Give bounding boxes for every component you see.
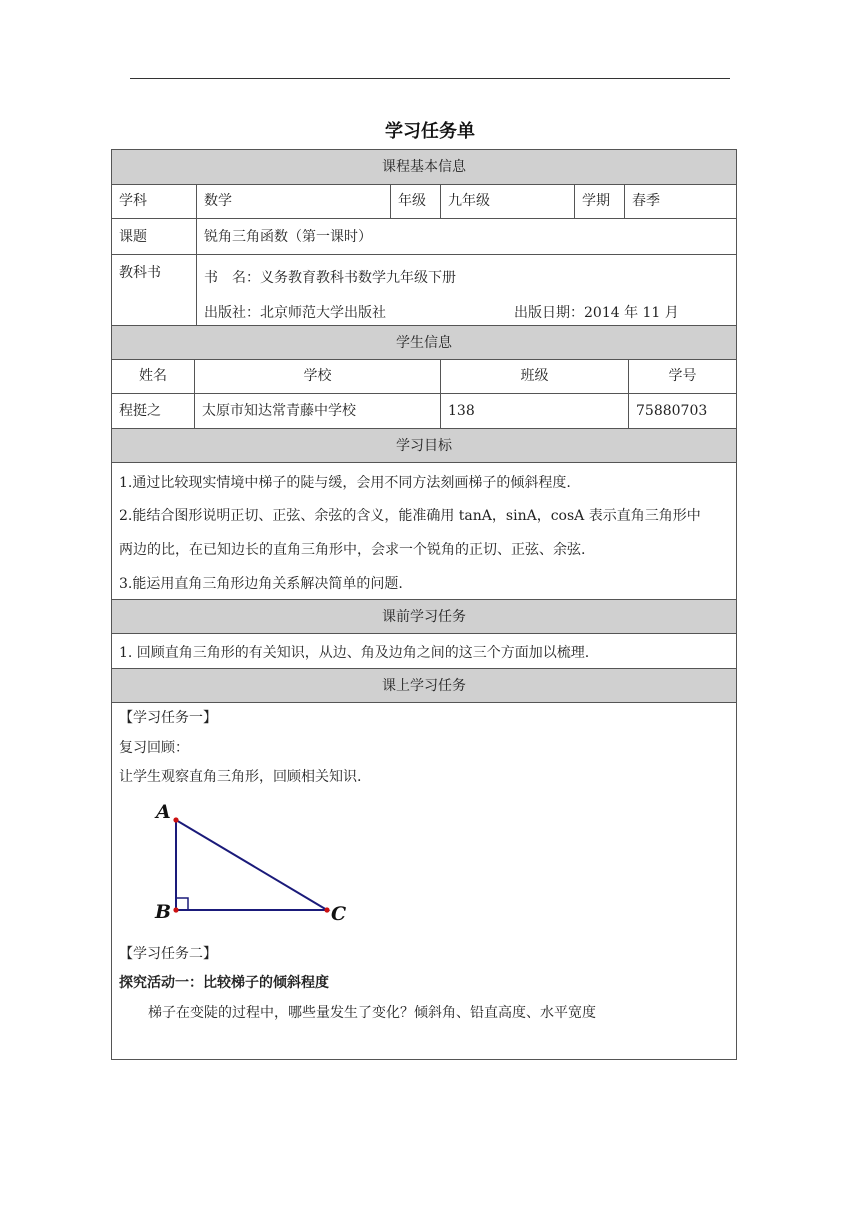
grade-value: 九年级: [440, 185, 574, 218]
activity-title: 探究活动一：比较梯子的倾斜程度: [119, 975, 329, 991]
textbook-label: 教科书: [119, 265, 161, 281]
subject-value: 数学: [196, 185, 390, 218]
student-id: 75880703: [628, 394, 736, 428]
vertex-a: [173, 817, 178, 822]
vertex-b: [173, 907, 178, 912]
term-label: 学期: [574, 185, 624, 218]
objective-line-3: 两边的比，在已知边长的直角三角形中，会求一个锐角的正切、正弦、余弦.: [119, 542, 586, 558]
term-value: 春季: [624, 185, 736, 218]
triangle-shape: [176, 820, 327, 910]
activity-text: 梯子在变陡的过程中，哪些量发生了变化？倾斜角、铅直高度、水平宽度: [148, 1005, 596, 1021]
label-a: A: [156, 801, 171, 823]
publisher: 出版社：北京师范大学出版社: [204, 305, 386, 321]
student-name: 程挺之: [119, 403, 161, 419]
right-triangle-figure: [150, 801, 370, 931]
vertex-c: [324, 907, 329, 912]
subject-label: 学科: [119, 193, 147, 209]
col-school: 学校: [194, 360, 440, 393]
topic-label: 课题: [119, 229, 147, 245]
pre-class-body: [112, 633, 736, 668]
student-info-header: 学生信息: [112, 325, 736, 359]
student-school: 太原市知达常青藤中学校: [194, 394, 440, 428]
student-values-row: [112, 393, 736, 428]
book-name: 书 名：义务教育教科书数学九年级下册: [204, 270, 456, 286]
task1-title: 【学习任务一】: [119, 710, 217, 726]
objectives-body: [112, 462, 736, 599]
textbook-row: [112, 254, 736, 325]
grade-label: 年级: [390, 185, 440, 218]
task2-title: 【学习任务二】: [119, 946, 217, 962]
observe-text: 让学生观察直角三角形，回顾相关知识.: [119, 769, 362, 785]
label-b: B: [155, 901, 172, 923]
course-info-header: 课程基本信息: [112, 150, 736, 184]
objective-line-4: 3.能运用直角三角形边角关系解决简单的问题.: [119, 576, 403, 592]
label-c: C: [331, 903, 347, 925]
col-name: 姓名: [139, 368, 167, 384]
topic-value: 锐角三角函数（第一课时）: [196, 219, 736, 254]
col-student-id: 学号: [628, 360, 736, 393]
col-class: 班级: [440, 360, 628, 393]
topic-row: [112, 218, 736, 254]
objectives-header: 学习目标: [112, 428, 736, 462]
review-label: 复习回顾：: [119, 740, 189, 756]
top-rule: [130, 78, 730, 79]
page-title: 学习任务单: [385, 121, 475, 142]
student-class: 138: [440, 394, 628, 428]
task-table: [111, 149, 737, 1060]
objective-line-1: 1.通过比较现实情境中梯子的陡与缓，会用不同方法刻画梯子的倾斜程度.: [119, 475, 571, 491]
pre-class-task: 1. 回顾直角三角形的有关知识，从边、角及边角之间的这三个方面加以梳理.: [119, 645, 590, 661]
objective-line-2: 2.能结合图形说明正切、正弦、余弦的含义，能准确用 tanA，sinA，cosA 表示直角三角形中: [119, 508, 701, 524]
student-columns-row: [112, 359, 736, 393]
publish-date: 出版日期：2014 年 11 月: [514, 305, 679, 321]
in-class-header: 课上学习任务: [112, 668, 736, 702]
in-class-body: [112, 702, 736, 1059]
pre-class-header: 课前学习任务: [112, 599, 736, 633]
textbook-details: [196, 255, 736, 325]
subject-row: [112, 184, 736, 218]
